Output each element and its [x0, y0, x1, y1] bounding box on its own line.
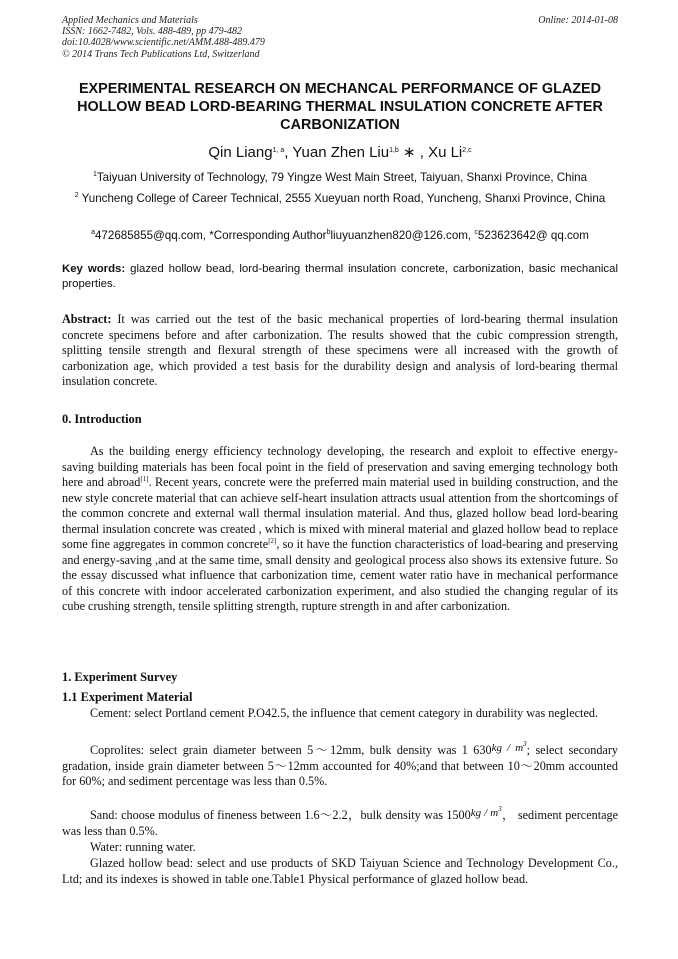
affiliation-sup: 1	[92, 171, 97, 178]
keywords-label: Key words:	[62, 263, 126, 275]
author-list	[62, 143, 618, 163]
email-sup: b	[326, 229, 331, 236]
coprolites-text: ; select secondary gradation, inside grain diameter between 5～12mm accounted for 40%;and that between 10～20mm accounted for 60%; and sediment percentage was less than 0.5%.	[62, 743, 618, 788]
introduction-paragraph	[62, 444, 618, 615]
coprolites-text: Coprolites: select grain diameter between 5～12mm, bulk density was 1 630	[90, 743, 492, 757]
affiliation-text: Yuncheng College of Career Technical, 2555 Xueyuan north Road, Yuncheng, Shanxi Province, China	[78, 192, 606, 205]
author-name: Yuan Zhen Liu	[292, 144, 390, 161]
unit-kg-per-m3	[471, 807, 502, 819]
water-paragraph: Water: running water.	[90, 840, 196, 854]
unit-sup: 3	[523, 740, 527, 748]
copyright: © 2014 Trans Tech Publications Ltd, Switzerland	[62, 48, 260, 60]
issn: ISSN: 1662-7482, Vols. 488-489, pp 479-482	[62, 26, 242, 38]
author-sep: ,	[284, 144, 293, 161]
author-sep: ∗ ,	[398, 144, 429, 161]
citation: [2]	[268, 537, 277, 545]
journal-header	[62, 15, 618, 60]
doi: doi:10.4028/www.scientific.net/AMM.488-489.479	[62, 37, 265, 49]
email-line	[62, 228, 618, 243]
email-sup: a	[91, 229, 95, 236]
unit-sup: 3	[498, 805, 502, 813]
sand-paragraph	[62, 806, 618, 839]
author-sup: 1,b	[389, 147, 399, 154]
cement-paragraph: Cement: select Portland cement P.O42.5, the influence that cement category in durability was neglected.	[90, 706, 598, 720]
paper-title: EXPERIMENTAL RESEARCH ON MECHANCAL PERFORMANCE OF GLAZED HOLLOW BEAD LORD-BEARING THERMAL INSULATION CONCRETE AFTER CARBONIZATION	[77, 81, 603, 133]
email-c: 523623642@ qq.com	[477, 229, 589, 242]
keywords-text: glazed hollow bead, lord-bearing thermal insulation concrete, carbonization, basic mechanical properties.	[62, 263, 618, 290]
author-name: Qin Liang	[208, 144, 273, 161]
email-a: 472685855@qq.com, *Corresponding Author	[94, 229, 327, 242]
citation: [1]	[140, 475, 149, 483]
sand-text: Sand: choose modulus of fineness between 1.6～2.2，bulk density was 1500	[90, 808, 471, 822]
author-sup: 1, a	[272, 147, 285, 154]
section-heading-introduction: 0. Introduction	[62, 412, 142, 426]
author-sup: 2,c	[462, 147, 472, 154]
abstract	[62, 312, 618, 390]
author-name: Xu Li	[428, 144, 463, 161]
affiliation-sup: 2	[74, 192, 79, 199]
keywords	[62, 262, 618, 292]
unit-text: kg / m	[470, 807, 499, 819]
abstract-label: Abstract:	[62, 312, 112, 326]
intro-text: , so it have the function characteristics of load-bearing and preserving and energy-saving ,and at the same time, small density and geological process also shows its extensive future. So the essay discussed what influence that carbonization time, cement water ratio have in mechanical performance of this concrete with indoor accelerated carbonization experiment, and also studied the changing regular of its cube crushing strength, tensile splitting strength, rupture strength in and after carbonization.	[62, 537, 618, 613]
subsection-heading-experiment-material: 1.1 Experiment Material	[62, 690, 193, 704]
intro-text: As the building energy efficiency technology developing, the research and exploit to effective energy-saving building materials has been focal point in the field of preservation and saving emerging technology both here and abroad	[62, 444, 618, 489]
unit-kg-per-m3	[492, 742, 527, 754]
affiliation-1	[62, 170, 618, 185]
bead-paragraph: Glazed hollow bead: select and use products of SKD Taiyuan Science and Technology Development Co., Ltd; and its indexes is showed in table one.Table1 Physical performance of glazed hollow bead.	[62, 856, 618, 886]
sand-text: ， sediment percentage was less than 0.5%.	[62, 808, 618, 838]
journal-name: Applied Mechanics and Materials	[62, 15, 198, 26]
email-b: liuyuanzhen820@126.com,	[330, 229, 475, 242]
affiliation-text: Taiyuan University of Technology, 79 Yingze West Main Street, Taiyuan, Shanxi Province, China	[96, 171, 588, 184]
online-date: Online: 2014-01-08	[538, 15, 618, 26]
affiliation-2	[62, 191, 618, 206]
email-sup: c	[474, 229, 478, 236]
intro-text: . Recent years, concrete were the preferred main material used in building construction, and the new style concrete material that can achieve self-heart insulation attracts usual attention from the shortcomings of the common concrete and external wall thermal insulation material. And thus, glazed hollow bead lord-bearing thermal insulation concrete was created , which is mixed with mineral material and glazed hollow bead to replace some fine aggregates in common concrete	[62, 475, 618, 551]
coprolites-paragraph	[62, 741, 618, 790]
unit-text: kg / m	[491, 742, 524, 754]
section-heading-experiment-survey: 1. Experiment Survey	[62, 670, 178, 684]
abstract-text: It was carried out the test of the basic mechanical properties of lord-bearing thermal insulation concrete specimens before and after carbonization. The results showed that the cubic compression strength, splitting tensile strength and flexural strength of these specimens were all increased with the growth of carbonization age, which provided a test basis for the durability design and analysis of lord-bearing thermal insulation concrete.	[62, 312, 618, 388]
